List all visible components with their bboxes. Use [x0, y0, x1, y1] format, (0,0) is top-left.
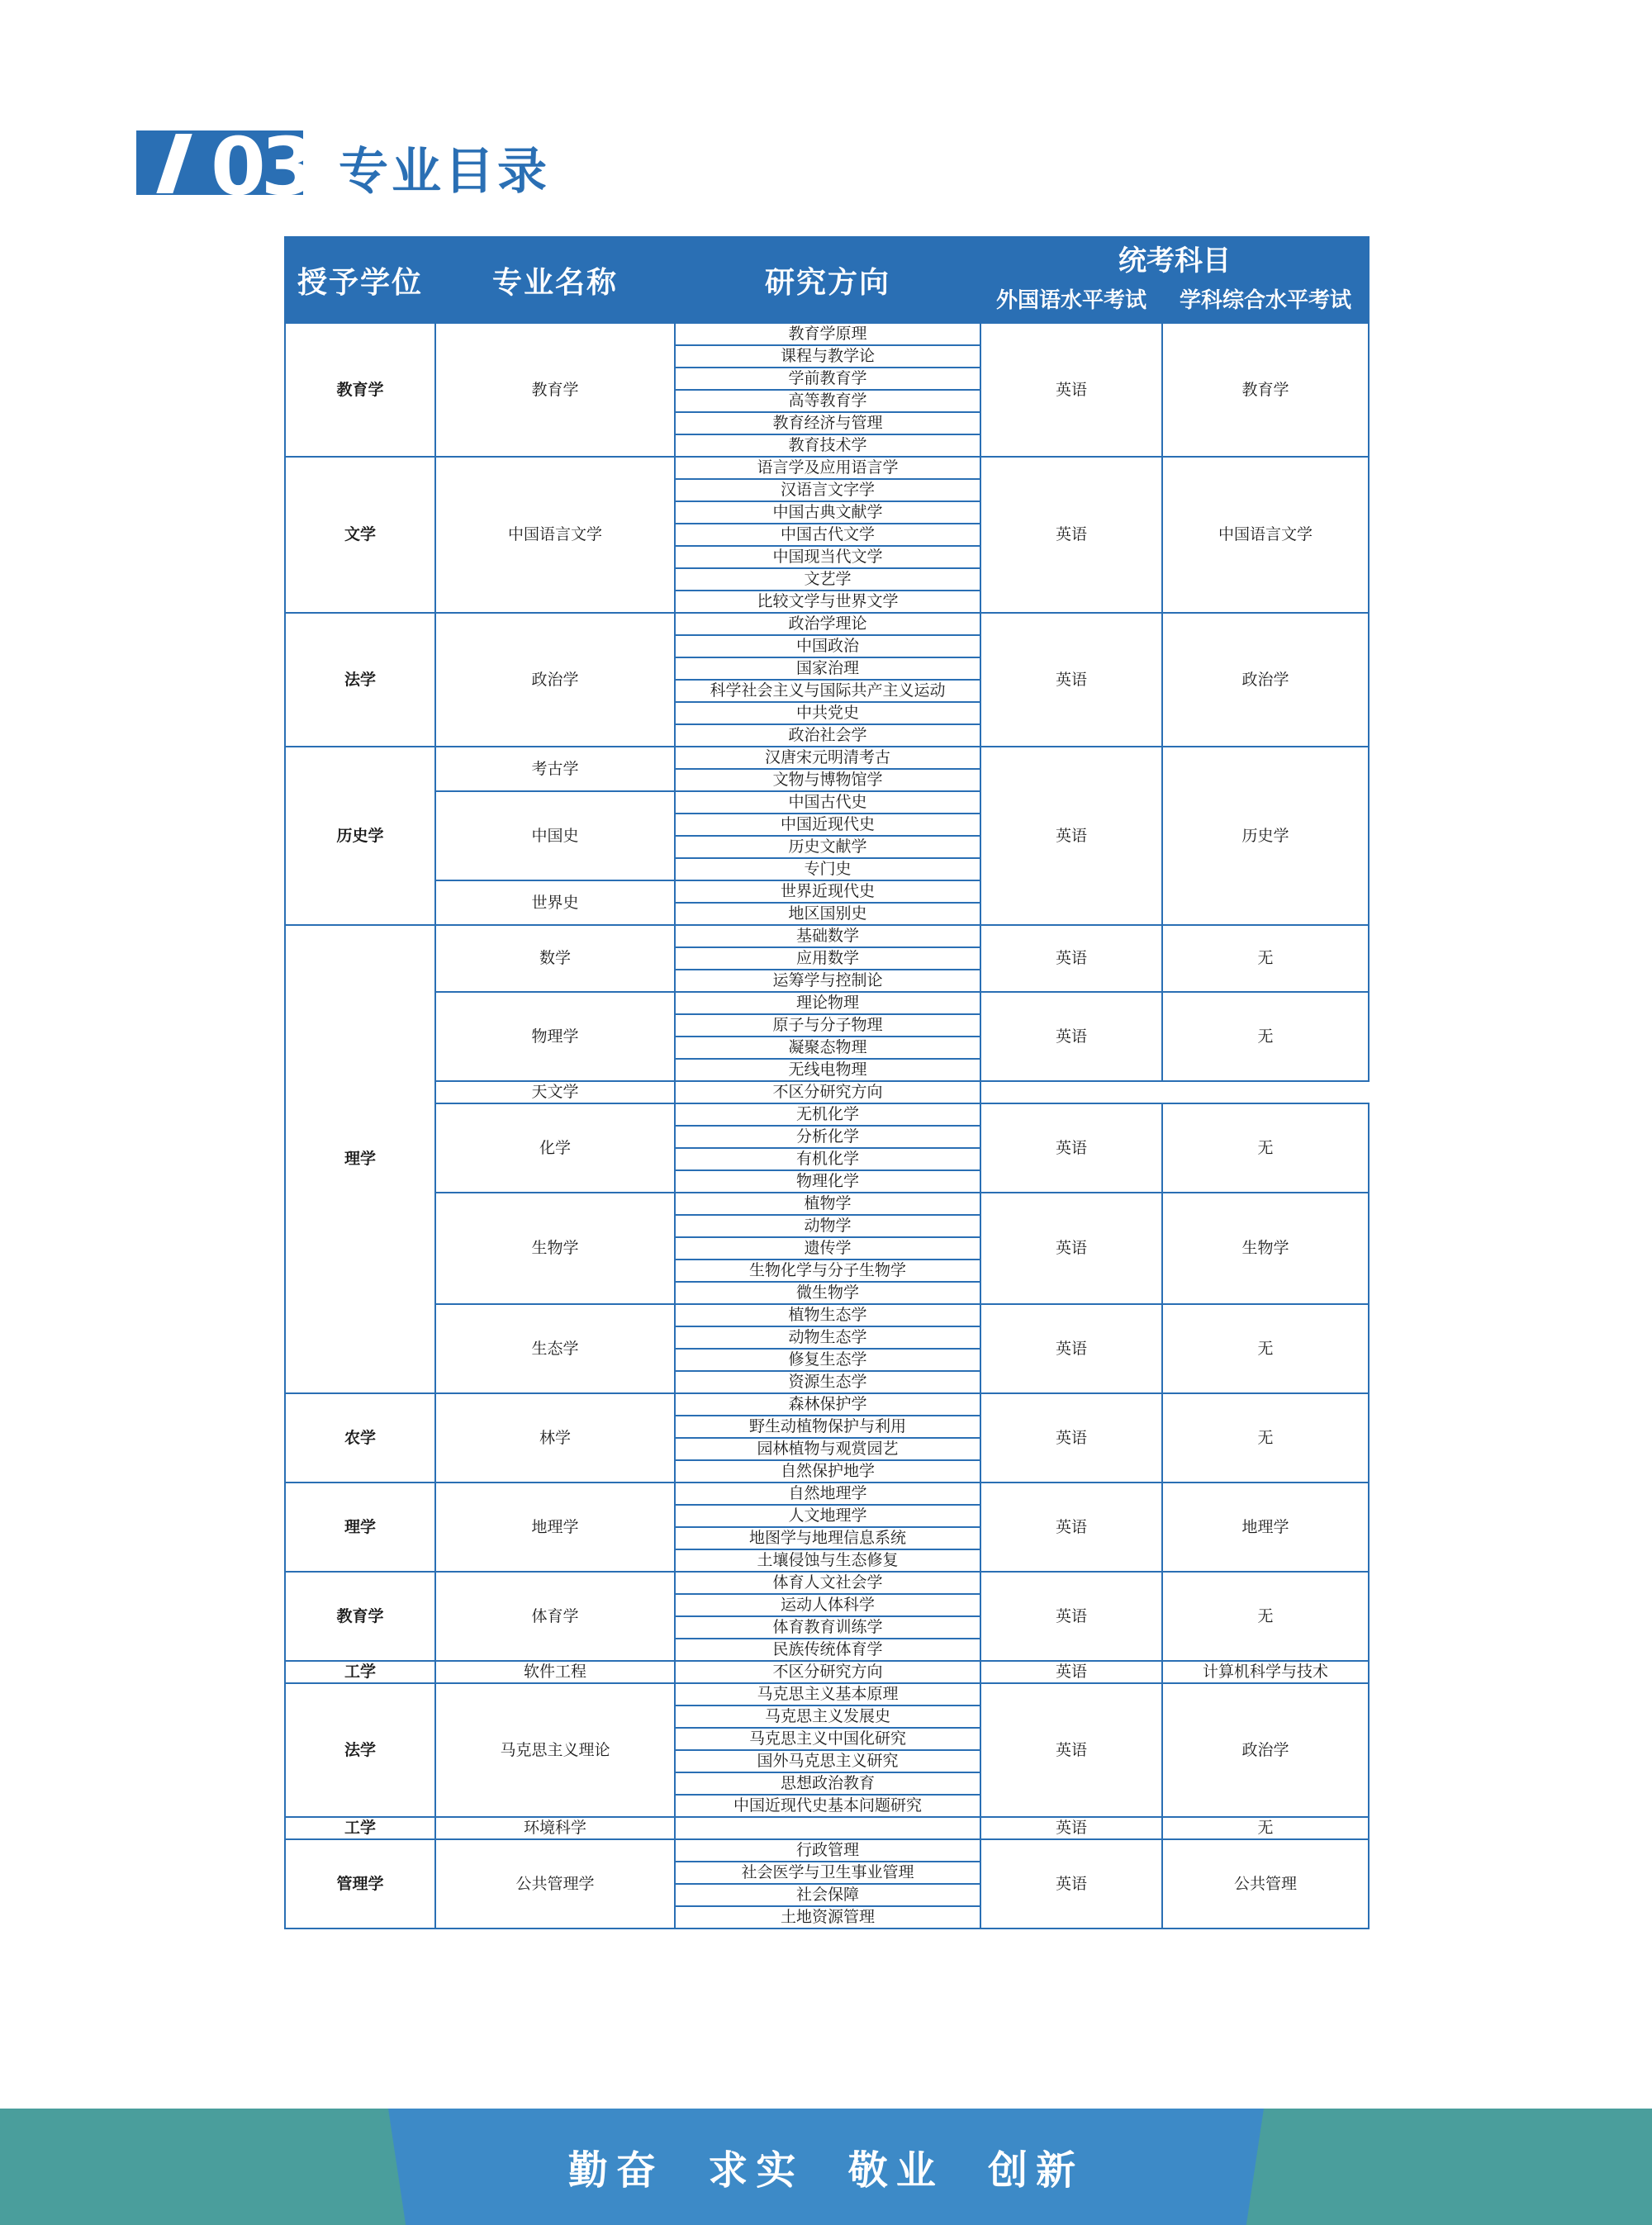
comprehensive-cell: 无 — [1162, 925, 1369, 992]
section-number: 03 — [211, 121, 311, 213]
major-cell: 生物学 — [435, 1193, 675, 1304]
foreign-language-cell: 英语 — [980, 1304, 1162, 1393]
foreign-language-cell: 英语 — [980, 1839, 1162, 1928]
comprehensive-cell: 无 — [1162, 1103, 1369, 1193]
degree-cell: 文学 — [285, 457, 435, 613]
comprehensive-cell: 历史学 — [1162, 747, 1369, 925]
degree-cell: 历史学 — [285, 747, 435, 925]
direction-cell: 中国近现代史 — [675, 814, 980, 836]
direction-cell: 运筹学与控制论 — [675, 970, 980, 992]
direction-cell: 文物与博物馆学 — [675, 769, 980, 791]
foreign-language-cell: 英语 — [980, 1817, 1162, 1839]
foreign-language-cell: 英语 — [980, 613, 1162, 747]
direction-cell: 运动人体科学 — [675, 1594, 980, 1616]
table-row — [285, 1483, 1369, 1505]
direction-cell: 野生动植物保护与利用 — [675, 1416, 980, 1438]
comprehensive-cell: 无 — [1162, 992, 1369, 1081]
comprehensive-cell: 政治学 — [1162, 613, 1369, 747]
major-cell: 数学 — [435, 925, 675, 992]
direction-cell: 森林保护学 — [675, 1393, 980, 1416]
section-number-block — [136, 121, 311, 213]
direction-cell: 思想政治教育 — [675, 1772, 980, 1795]
direction-cell: 中国古代文学 — [675, 524, 980, 546]
direction-cell: 专门史 — [675, 858, 980, 880]
comprehensive-cell: 教育学 — [1162, 323, 1369, 457]
direction-cell: 中国政治 — [675, 635, 980, 657]
foreign-language-cell: 英语 — [980, 1193, 1162, 1304]
direction-cell: 物理化学 — [675, 1170, 980, 1193]
foreign-language-cell: 英语 — [980, 1483, 1162, 1572]
direction-cell: 无线电物理 — [675, 1059, 980, 1081]
major-cell: 中国史 — [435, 791, 675, 880]
direction-cell: 教育技术学 — [675, 434, 980, 457]
comprehensive-cell: 中国语言文学 — [1162, 457, 1369, 613]
table-row — [285, 1683, 1369, 1706]
direction-cell: 凝聚态物理 — [675, 1037, 980, 1059]
table-row — [285, 1103, 1369, 1126]
foreign-language-cell: 英语 — [980, 1393, 1162, 1483]
direction-cell: 有机化学 — [675, 1148, 980, 1170]
direction-cell: 高等教育学 — [675, 390, 980, 412]
direction-cell: 马克思主义中国化研究 — [675, 1728, 980, 1750]
foreign-language-cell: 英语 — [980, 1661, 1162, 1683]
direction-cell: 中共党史 — [675, 702, 980, 724]
table-row — [285, 925, 1369, 947]
direction-cell: 不区分研究方向 — [675, 1081, 980, 1103]
direction-cell: 体育教育训练学 — [675, 1616, 980, 1639]
direction-cell: 行政管理 — [675, 1839, 980, 1862]
direction-cell: 中国近现代史基本问题研究 — [675, 1795, 980, 1817]
direction-cell: 原子与分子物理 — [675, 1014, 980, 1037]
major-cell: 公共管理学 — [435, 1839, 675, 1928]
footer-slogan: 勤奋 求实 敬业 创新 — [567, 2147, 1085, 2194]
major-cell: 环境科学 — [435, 1817, 675, 1839]
major-cell: 软件工程 — [435, 1661, 675, 1683]
comprehensive-cell: 地理学 — [1162, 1483, 1369, 1572]
direction-cell: 动物生态学 — [675, 1326, 980, 1349]
direction-cell: 社会医学与卫生事业管理 — [675, 1862, 980, 1884]
foreign-language-cell: 英语 — [980, 1103, 1162, 1193]
direction-cell: 国家治理 — [675, 657, 980, 680]
comprehensive-cell: 生物学 — [1162, 1193, 1369, 1304]
degree-cell: 理学 — [285, 925, 435, 1393]
direction-cell: 不区分研究方向 — [675, 1661, 980, 1683]
direction-cell: 中国古代史 — [675, 791, 980, 814]
major-cell: 生态学 — [435, 1304, 675, 1393]
direction-cell: 土地资源管理 — [675, 1906, 980, 1928]
header-exam-subjects: 统考科目 — [980, 237, 1369, 279]
table-row — [285, 1572, 1369, 1594]
direction-cell: 世界近现代史 — [675, 880, 980, 903]
direction-cell: 土壤侵蚀与生态修复 — [675, 1549, 980, 1572]
direction-cell: 基础数学 — [675, 925, 980, 947]
direction-cell: 马克思主义基本原理 — [675, 1683, 980, 1706]
major-cell: 林学 — [435, 1393, 675, 1483]
table-row — [285, 747, 1369, 769]
foreign-language-cell: 英语 — [980, 457, 1162, 613]
foreign-language-cell: 英语 — [980, 992, 1162, 1081]
direction-cell: 植物学 — [675, 1193, 980, 1215]
direction-cell: 学前教育学 — [675, 368, 980, 390]
direction-cell — [675, 1817, 980, 1839]
direction-cell: 国外马克思主义研究 — [675, 1750, 980, 1772]
table-row — [285, 1393, 1369, 1416]
direction-cell: 政治社会学 — [675, 724, 980, 747]
table-row — [285, 1081, 1369, 1103]
table-row — [285, 992, 1369, 1014]
comprehensive-cell: 政治学 — [1162, 1683, 1369, 1817]
direction-cell: 马克思主义发展史 — [675, 1706, 980, 1728]
table-body — [285, 323, 1369, 1928]
major-cell: 马克思主义理论 — [435, 1683, 675, 1817]
table-row — [285, 1193, 1369, 1215]
degree-cell: 法学 — [285, 1683, 435, 1817]
major-cell: 中国语言文学 — [435, 457, 675, 613]
direction-cell: 动物学 — [675, 1215, 980, 1237]
header-major: 专业名称 — [435, 237, 675, 323]
direction-cell: 比较文学与世界文学 — [675, 591, 980, 613]
foreign-language-cell: 英语 — [980, 925, 1162, 992]
degree-cell: 工学 — [285, 1661, 435, 1683]
comprehensive-cell: 公共管理 — [1162, 1839, 1369, 1928]
major-cell: 物理学 — [435, 992, 675, 1081]
direction-cell: 资源生态学 — [675, 1371, 980, 1393]
comprehensive-cell: 无 — [1162, 1817, 1369, 1839]
table-row — [285, 1839, 1369, 1862]
direction-cell: 教育学原理 — [675, 323, 980, 345]
degree-cell: 教育学 — [285, 1572, 435, 1661]
direction-cell: 地图学与地理信息系统 — [675, 1527, 980, 1549]
footer-bar — [0, 2109, 1652, 2225]
table-row — [285, 1661, 1369, 1683]
major-cell: 地理学 — [435, 1483, 675, 1572]
table-row — [285, 323, 1369, 345]
direction-cell: 语言学及应用语言学 — [675, 457, 980, 479]
direction-cell: 科学社会主义与国际共产主义运动 — [675, 680, 980, 702]
degree-cell: 管理学 — [285, 1839, 435, 1928]
section-title: 专业目录 — [339, 143, 550, 201]
degree-cell: 理学 — [285, 1483, 435, 1572]
direction-cell: 中国古典文献学 — [675, 501, 980, 524]
direction-cell: 应用数学 — [675, 947, 980, 970]
direction-cell: 分析化学 — [675, 1126, 980, 1148]
table-row — [285, 1817, 1369, 1839]
header-degree: 授予学位 — [285, 237, 435, 323]
major-cell: 世界史 — [435, 880, 675, 925]
direction-cell: 汉语言文字学 — [675, 479, 980, 501]
table-row — [285, 457, 1369, 479]
degree-cell: 农学 — [285, 1393, 435, 1483]
direction-cell: 社会保障 — [675, 1884, 980, 1906]
major-cell: 政治学 — [435, 613, 675, 747]
foreign-language-cell: 英语 — [980, 1572, 1162, 1661]
direction-cell: 理论物理 — [675, 992, 980, 1014]
foreign-language-cell: 英语 — [980, 1683, 1162, 1817]
direction-cell: 园林植物与观赏园艺 — [675, 1438, 980, 1460]
header-comprehensive: 学科综合水平考试 — [1162, 279, 1369, 323]
major-cell: 化学 — [435, 1103, 675, 1193]
direction-cell: 修复生态学 — [675, 1349, 980, 1371]
direction-cell: 人文地理学 — [675, 1505, 980, 1527]
degree-cell: 法学 — [285, 613, 435, 747]
direction-cell: 课程与教学论 — [675, 345, 980, 368]
direction-cell: 汉唐宋元明清考古 — [675, 747, 980, 769]
foreign-language-cell: 英语 — [980, 747, 1162, 925]
direction-cell: 自然保护地学 — [675, 1460, 980, 1483]
direction-cell: 生物化学与分子生物学 — [675, 1260, 980, 1282]
table-row — [285, 1304, 1369, 1326]
direction-cell: 中国现当代文学 — [675, 546, 980, 568]
program-catalog-table — [284, 236, 1370, 1929]
degree-cell: 工学 — [285, 1817, 435, 1839]
major-cell: 天文学 — [435, 1081, 675, 1103]
major-cell: 考古学 — [435, 747, 675, 791]
foreign-language-cell: 英语 — [980, 323, 1162, 457]
direction-cell: 自然地理学 — [675, 1483, 980, 1505]
comprehensive-cell: 计算机科学与技术 — [1162, 1661, 1369, 1683]
major-cell: 教育学 — [435, 323, 675, 457]
direction-cell: 历史文献学 — [675, 836, 980, 858]
direction-cell: 民族传统体育学 — [675, 1639, 980, 1661]
header-foreign-language: 外国语水平考试 — [980, 279, 1162, 323]
direction-cell: 植物生态学 — [675, 1304, 980, 1326]
direction-cell: 地区国别史 — [675, 903, 980, 925]
degree-cell: 教育学 — [285, 323, 435, 457]
direction-cell: 文艺学 — [675, 568, 980, 591]
direction-cell: 遗传学 — [675, 1237, 980, 1260]
header-direction: 研究方向 — [675, 237, 980, 323]
direction-cell: 无机化学 — [675, 1103, 980, 1126]
comprehensive-cell: 无 — [1162, 1304, 1369, 1393]
direction-cell: 教育经济与管理 — [675, 412, 980, 434]
direction-cell: 体育人文社会学 — [675, 1572, 980, 1594]
direction-cell: 政治学理论 — [675, 613, 980, 635]
table-row — [285, 613, 1369, 635]
comprehensive-cell: 无 — [1162, 1572, 1369, 1661]
comprehensive-cell: 无 — [1162, 1393, 1369, 1483]
slash-decoration — [156, 134, 192, 193]
major-cell: 体育学 — [435, 1572, 675, 1661]
direction-cell: 微生物学 — [675, 1282, 980, 1304]
